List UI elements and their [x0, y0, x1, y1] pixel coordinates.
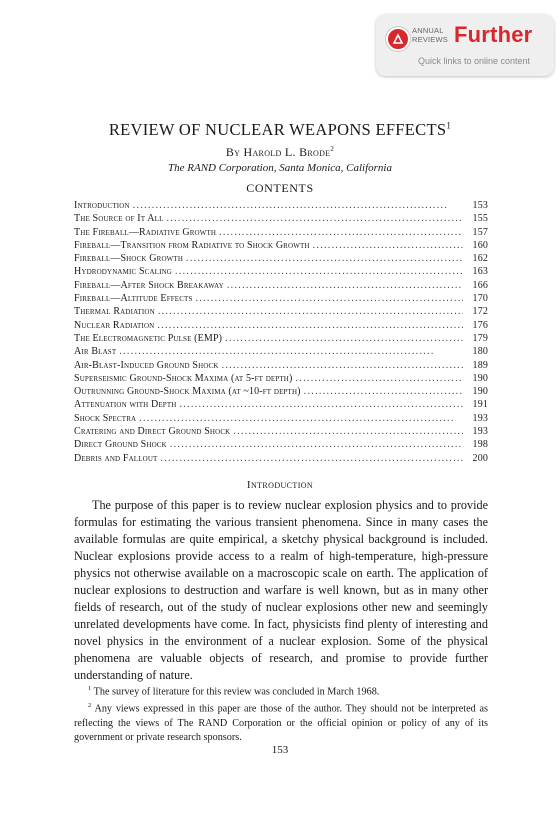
- toc-entry: [74, 426, 488, 439]
- footnote-mark: 1: [88, 685, 92, 692]
- toc-entry: [74, 386, 488, 399]
- contents-heading: CONTENTS: [246, 181, 314, 195]
- toc-entry-title: Shock Spectra: [74, 412, 137, 424]
- toc-entry-page: 190: [472, 372, 488, 384]
- toc-entry: [74, 213, 488, 226]
- badge-small-line2: REVIEWS: [412, 35, 448, 44]
- toc-leader-dots: [175, 266, 463, 277]
- toc-entry-title: Hydrodynamic Scaling: [74, 266, 173, 278]
- toc-entry: [74, 266, 488, 279]
- toc-entry: [74, 253, 488, 266]
- toc-leader-dots: [167, 213, 463, 224]
- toc-entry: [74, 293, 488, 306]
- toc-entry-title: Introduction: [74, 200, 130, 211]
- toc-entry: [74, 280, 488, 293]
- toc-entry-page: 170: [472, 293, 488, 305]
- footnotes: [74, 682, 488, 745]
- toc-entry: [74, 453, 488, 466]
- toc-entry-page: 193: [472, 426, 488, 438]
- toc-entry: [74, 360, 488, 373]
- author-name: Harold L. Brode: [243, 145, 331, 159]
- badge-small-line1: ANNUAL: [412, 26, 444, 35]
- toc-entry: [74, 227, 488, 240]
- toc-entry-page: 155: [472, 213, 488, 225]
- toc-entry-title: Outrunning Ground-Shock Maxima (at ~10-ft depth): [74, 386, 301, 398]
- toc-entry-page: 176: [472, 319, 488, 331]
- footnote: [74, 682, 488, 699]
- toc-entry-page: 180: [472, 346, 488, 358]
- footnote-text: The survey of literature for this review was concluded in March 1968.: [93, 686, 380, 698]
- table-of-contents: [74, 200, 488, 466]
- annual-reviews-further-badge[interactable]: [376, 14, 554, 76]
- toc-leader-dots: [186, 253, 463, 264]
- badge-quick-links-label: Quick links to online content: [418, 56, 531, 66]
- toc-entry: [74, 373, 488, 386]
- toc-entry-page: 191: [472, 399, 488, 411]
- toc-leader-dots: [313, 240, 463, 251]
- toc-leader-dots: [296, 373, 464, 384]
- toc-leader-dots: [227, 280, 463, 291]
- toc-entry-page: 157: [472, 226, 488, 238]
- toc-entry: [74, 200, 488, 213]
- toc-leader-dots: [219, 227, 463, 238]
- toc-leader-dots: [158, 306, 463, 317]
- footnote-mark: 2: [88, 702, 92, 710]
- toc-entry: [74, 240, 488, 253]
- toc-entry: [74, 346, 488, 359]
- toc-entry-title: The Electromagnetic Pulse (EMP): [74, 332, 223, 344]
- toc-entry: [74, 413, 488, 426]
- toc-entry-title: The Source of It All: [74, 213, 164, 225]
- toc-entry-page: 160: [472, 239, 488, 251]
- title-footnote-mark: 1: [446, 120, 452, 131]
- toc-entry-title: Air-Blast-Induced Ground Shock: [74, 359, 219, 371]
- toc-entry: [74, 399, 488, 412]
- badge-further-label: Further: [454, 22, 533, 47]
- toc-entry-title: Nuclear Radiation: [74, 319, 155, 331]
- annual-reviews-wordmark: [412, 26, 452, 44]
- toc-leader-dots: [139, 413, 463, 424]
- toc-entry-title: Thermal Radiation: [74, 306, 155, 318]
- toc-leader-dots: [160, 453, 463, 464]
- toc-entry-page: 166: [472, 279, 488, 291]
- toc-leader-dots: [233, 426, 463, 437]
- toc-entry-page: 172: [472, 306, 488, 318]
- toc-entry: [74, 320, 488, 333]
- toc-entry-page: 179: [472, 332, 488, 344]
- toc-entry-title: Air Blast: [74, 346, 117, 358]
- toc-leader-dots: [222, 360, 463, 371]
- toc-entry-page: 190: [472, 386, 488, 398]
- toc-leader-dots: [196, 293, 464, 304]
- toc-entry-title: Attenuation with Depth: [74, 399, 177, 411]
- toc-leader-dots: [133, 200, 463, 211]
- toc-entry: [74, 439, 488, 452]
- toc-leader-dots: [170, 439, 463, 450]
- toc-entry-title: Fireball—Transition from Radiative to Shock Growth: [74, 239, 310, 251]
- toc-entry-title: Debris and Fallout: [74, 452, 158, 464]
- footnote-text: Any views expressed in this paper are those of the author. They should not be interpreted as reflecting the views of The RAND Corporation or the official opinion or policy of any of its government or private research sponsors.: [74, 703, 488, 743]
- toc-entry-page: 193: [472, 412, 488, 424]
- toc-entry-title: Superseismic Ground-Shock Maxima (at 5-ft depth): [74, 372, 293, 384]
- author-line: [0, 145, 560, 160]
- article-title: [0, 120, 560, 140]
- toc-leader-dots: [304, 386, 463, 397]
- toc-entry-title: Cratering and Direct Ground Shock: [74, 426, 231, 438]
- toc-entry: [74, 306, 488, 319]
- page-number: 153: [271, 744, 289, 756]
- toc-entry-title: Direct Ground Shock: [74, 439, 167, 451]
- toc-entry-page: 200: [472, 452, 488, 464]
- author-affiliation: The RAND Corporation, Santa Monica, California: [168, 162, 392, 174]
- toc-entry-page: 189: [472, 359, 488, 371]
- section-heading: Introduction: [246, 479, 314, 491]
- footnote: [74, 699, 488, 744]
- toc-entry-title: The Fireball—Radiative Growth: [74, 226, 217, 238]
- article-title-text: REVIEW OF NUCLEAR WEAPONS EFFECTS: [108, 120, 447, 139]
- author-footnote-mark: 2: [330, 145, 335, 153]
- toc-entry-page: 163: [472, 266, 488, 278]
- toc-entry-page: 162: [472, 253, 488, 265]
- author-prefix: By: [225, 145, 241, 159]
- introduction-paragraph: The purpose of this paper is to review nuclear explosion physics and to provide formulas for estimating the various transient phenomena. Since in many cases the available formulas are quite empirical, a sketchy physical background is included. Nuclear explosions provide access to a realm of high-temperature, high-pressure physics not otherwise available on a macroscopic scale on earth. The application of nuclear explosions to destruction and warfare is well known, but as in many other fields of research, out of the study of nuclear explosions other new and seemingly unrelated developments have come. In fact, physicists find plenty of interesting and novel physics in the environment of a nuclear explosion. Some of the physical phenomena are valuable objects of research, and promise to provide further understanding of nature.: [74, 498, 488, 682]
- toc-entry: [74, 333, 488, 346]
- toc-leader-dots: [179, 399, 463, 410]
- toc-leader-dots: [157, 320, 463, 331]
- toc-leader-dots: [119, 346, 463, 357]
- toc-entry-page: 153: [472, 200, 488, 211]
- toc-entry-title: Fireball—Altitude Effects: [74, 293, 193, 305]
- annual-reviews-logo-icon: [386, 27, 410, 51]
- toc-entry-page: 198: [472, 439, 488, 451]
- toc-entry-title: Fireball—After Shock Breakaway: [74, 279, 224, 291]
- toc-entry-title: Fireball—Shock Growth: [74, 253, 184, 265]
- toc-leader-dots: [225, 333, 463, 344]
